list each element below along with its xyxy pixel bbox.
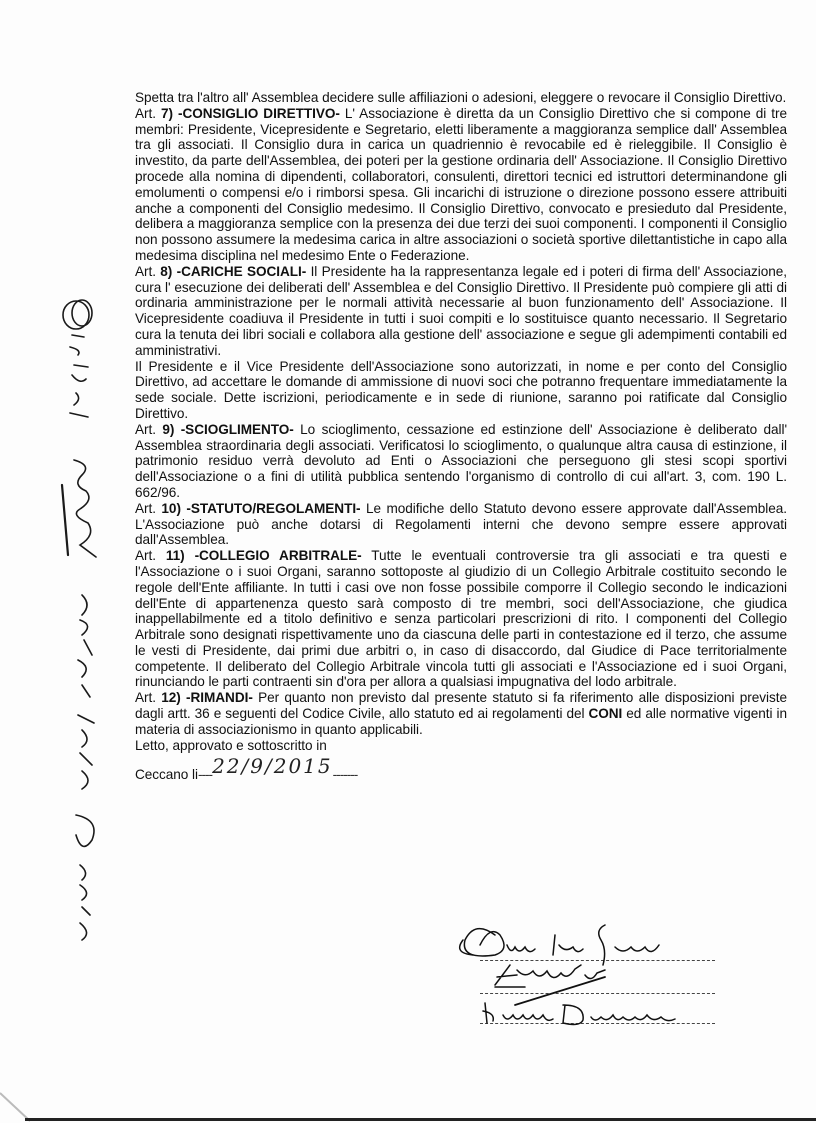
- article-heading: -STATUTO/REGOLAMENTI-: [180, 500, 361, 516]
- scan-corner-mark: [0, 1083, 40, 1123]
- article-prefix: Art.: [135, 263, 161, 279]
- article-12: [135, 690, 787, 737]
- article-heading: -CARICHE SOCIALI-: [172, 263, 307, 279]
- article-text: Lo scioglimento, cessazione ed estinzione dell' Associazione è deliberato dall' Assemblea straordinaria degli associati. Verificatosi lo scioglimento, o qualunque altra causa di estinzione, il patrimonio residuo verrà devoluto ad Enti o Associazioni che perseguono gli stesi scopi sportivi dell'Associazione o a fini di utilità pubblica sentendo l'organismo di controllo di cui all'art. 3, com. 190 L. 662/96.: [135, 421, 787, 500]
- article-prefix: Art.: [135, 548, 166, 564]
- margin-signature-drawing: [52, 295, 112, 945]
- signatures-drawing: [455, 915, 715, 1035]
- article-number: 9): [162, 421, 175, 437]
- place-date-line: [135, 754, 787, 783]
- article-text-tail: ed alle normative vigenti in materia di associazionismo in quanto applicabili.: [135, 706, 787, 737]
- scan-bottom-edge: [25, 1118, 816, 1121]
- article-number: 12): [161, 690, 181, 706]
- article-7: [135, 106, 787, 264]
- article-prefix: Art.: [135, 690, 162, 706]
- article-prefix: Art.: [135, 421, 163, 437]
- statute-body: [135, 90, 787, 783]
- article-8-extra: Il Presidente e il Vice Presidente dell'Associazione sono autorizzati, in nome e per conto del Consiglio Direttivo, ad accettare le domande di ammissione di nuovi soci che potranno frequentare immediatamente la sede sociale. Dette iscrizioni, periodicamente e in sede di riunione, saranno poi ratificate dal Consiglio Direttivo.: [135, 358, 787, 421]
- article-text: L' Associazione è diretta da un Consiglio Direttivo che si compone di tre membri: Presidente, Vicepresidente e Segretario, eletti liberamente a maggioranza semplice dall' Assemblea tra gli associati. Il Consiglio dura in carica un quadriennio è revocabile ed è rieleggibile. Il Consiglio è investito, da parte dell'Assemblea, dei poteri per la gestione ordinaria dell' Associazione. Il Consiglio Direttivo procede alla nomina di dipendenti, collaboratori, consulenti, direttori tecnici ed istruttori determinandone gli emolumenti o compensi e/o i rimborsi spesa. Gli incarichi di istruzione o direzione possono essere attribuiti anche a componenti del Consiglio medesimo. Il Consiglio Direttivo, convocato e presieduto dal Presidente, delibera a maggioranza semplice con la presenza dei due terzi dei suoi componenti. I componenti il Consiglio non possono assumere la medesima carica in altre associazioni o società sportive dilettantistiche in capo alla medesima disciplina nel medesimo Ente o Federazione.: [135, 105, 787, 263]
- article-11: [135, 548, 787, 690]
- article-text: Tutte le eventuali controversie tra gli associati e tra questi e l'Associazione o i suoi Organi, saranno sottoposte al giudizio di un Collegio Arbitrale costituito secondo le regole dell'Ente affiliante. In tutti i casi ove non fosse possibile comporre il Collegio secondo le indicazioni dell'Ente di appartenenza questo sarà composto di tre membri, soci dell'Associazione, che giudica inappellabilmente ed a titolo definitivo e senza particolari prescrizioni di rito. I componenti del Collegio Arbitrale sono designati rispettivamente uno da ciascuna delle parti in contestazione ed il terzo, che assume le vesti di Presidente, dai primi due arbitri o, in caso di disaccordo, dal Giudice di Pace territorialmente competente. Il deliberato del Collegio Arbitrale vincola tutti gli associati e l'Associazione ed i suoi Organi, rinunciando le parti contraenti sin d'ora per allora a qualsiasi impugnativa del lodo arbitrale.: [135, 548, 788, 690]
- intro-paragraph: Spetta tra l'altro all' Assemblea decidere sulle affiliazioni o adesioni, eleggere o revocare il Consiglio Direttivo.: [135, 90, 787, 105]
- article-prefix: Art.: [135, 500, 162, 516]
- article-heading: -CONSIGLIO DIRETTIVO-: [172, 105, 340, 121]
- article-heading: -RIMANDI-: [180, 690, 253, 706]
- dashes-after: -------: [332, 767, 358, 783]
- article-number: 11): [165, 548, 185, 564]
- handwritten-date: 22/9/2015: [212, 754, 333, 779]
- margin-signatures: [52, 295, 112, 945]
- article-8: [135, 264, 787, 359]
- article-9: [135, 422, 787, 501]
- signature-block: [455, 915, 715, 1035]
- article-heading: -SCIOGLIMENTO-: [174, 421, 294, 437]
- dashes-before: ----: [197, 767, 213, 783]
- article-text: Le modifiche dello Statuto devono essere approvate dall'Assemblea. L'Associazione può anche dotarsi di Regolamenti interni che devono sempre essere approvati dall'Assemblea.: [135, 500, 787, 548]
- article-number: 7): [160, 105, 173, 121]
- article-heading: -COLLEGIO ARBITRALE-: [184, 548, 362, 564]
- place-label: Ceccano li: [135, 767, 198, 783]
- article-text: Il Presidente ha la rappresentanza legale ed i poteri di firma dell' Associazione, cura l' esecuzione dei deliberati dell' Assemblea e del Consiglio Direttivo. Il Presidente può compiere gli atti di ordinaria amministrazione per le normali attività necessarie al buon funzionamento dell' Associazione. Il Vicepresidente coadiuva il Presidente in tutti i suoi compiti e lo sostituisce quanto necessario. Il Segretario cura la tenuta dei libri sociali e collabora alla gestione dell' associazione e segue gli adempimenti contabili ed amministrativi.: [135, 263, 787, 358]
- article-prefix: Art.: [135, 105, 161, 121]
- approval-line: Letto, approvato e sottoscritto in: [135, 737, 327, 753]
- article-number: 10): [161, 500, 181, 516]
- article-text: Per quanto non previsto dal presente statuto si fa riferimento alle disposizioni previste dagli artt. 36 e seguenti del Codice Civile, allo statuto ed ai regolamenti del: [135, 690, 787, 722]
- article-number: 8): [160, 263, 173, 279]
- coni-bold: CONI: [588, 706, 623, 722]
- article-10: [135, 501, 787, 548]
